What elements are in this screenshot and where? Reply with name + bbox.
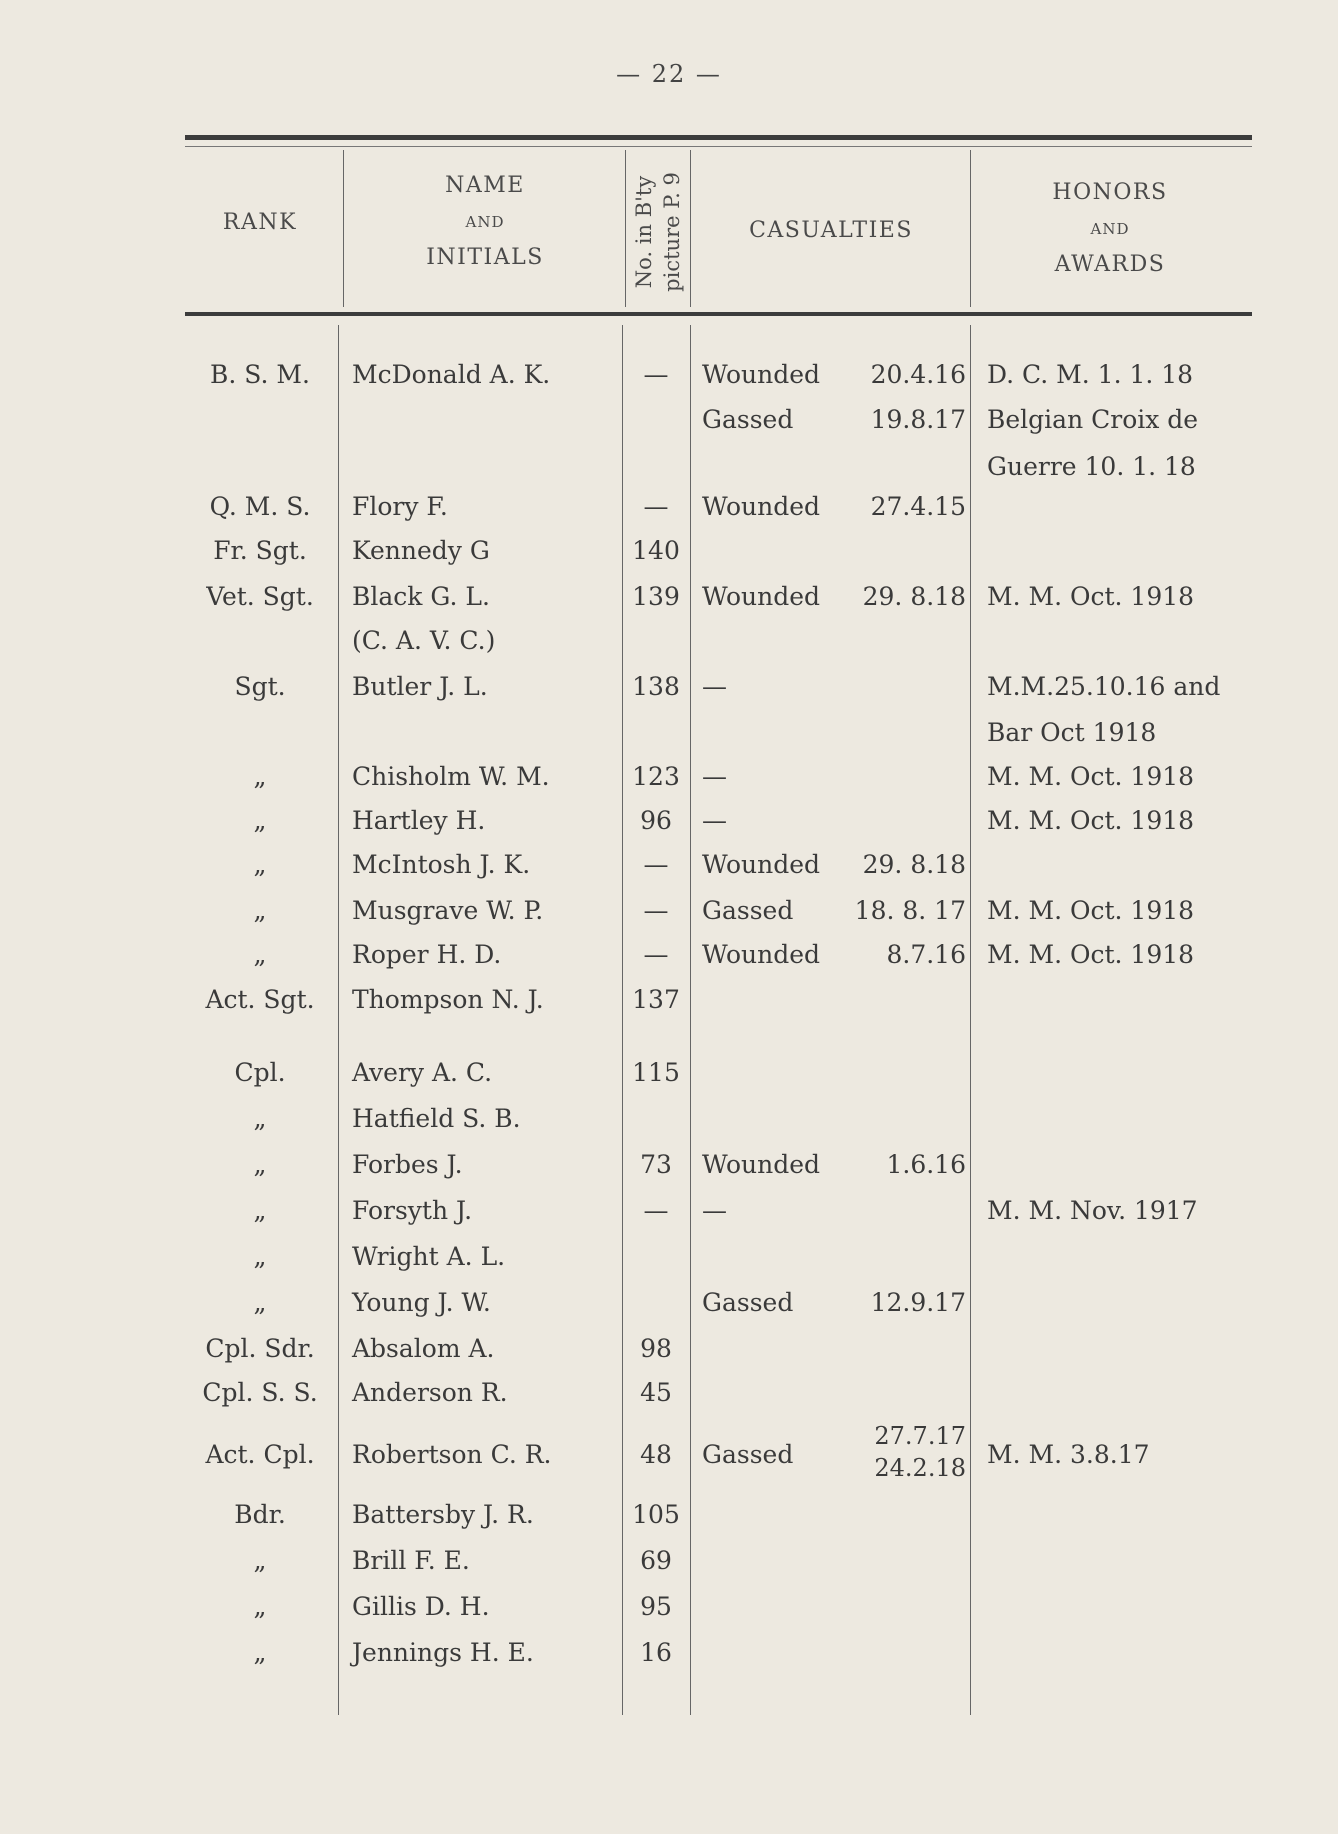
row-22-name: Absalom A. [352, 1334, 495, 1363]
row-21-name: Young J. W. [352, 1288, 491, 1317]
column-rule [622, 325, 623, 1715]
row-2-cas: Gassed [702, 405, 794, 434]
row-1-hon: D. C. M. 1. 1. 18 [987, 360, 1194, 389]
row-10-hon: M. M. Oct. 1918 [987, 762, 1195, 791]
header-rank: RANK [222, 210, 298, 235]
row-7-name: (C. A. V. C.) [352, 626, 496, 655]
column-rule [625, 150, 626, 307]
row-12-num: — [643, 850, 669, 879]
row-20-rank: „ [253, 1242, 267, 1271]
top-rule [185, 135, 1252, 140]
row-27-num: 95 [640, 1592, 672, 1621]
row-13-num: — [643, 896, 669, 925]
row-18-num: 73 [640, 1150, 672, 1179]
header-name: NAME AND INITIALS [426, 173, 544, 270]
row-11-rank: „ [253, 806, 267, 835]
row-24-name: Robertson C. R. [352, 1440, 552, 1469]
row-19-rank: „ [253, 1196, 267, 1225]
row-8-cas: — [702, 672, 727, 701]
row-8-hon: M.M.25.10.16 and [987, 672, 1221, 701]
row-4-cas-date: 27.4.15 [870, 492, 966, 521]
row-10-cas: — [702, 762, 727, 791]
row-13-name: Musgrave W. P. [352, 896, 544, 925]
row-15-rank: Act. Sgt. [205, 985, 315, 1014]
row-19-num: — [643, 1196, 669, 1225]
row-13-hon: M. M. Oct. 1918 [987, 896, 1195, 925]
row-24-rank: Act. Cpl. [205, 1440, 315, 1469]
row-11-name: Hartley H. [352, 806, 486, 835]
row-12-cas-date: 29. 8.18 [862, 850, 966, 879]
row-1-num: — [643, 360, 669, 389]
header-number: No. in B'ty picture P. 9 [632, 172, 684, 292]
row-8-rank: Sgt. [234, 672, 286, 701]
casualty-date: 27.7.17 [874, 1422, 966, 1450]
page-number: — 22 — [616, 60, 722, 88]
row-25-rank: Bdr. [234, 1500, 286, 1529]
row-17-name: Hatfield S. B. [352, 1104, 521, 1133]
row-18-cas-date: 1.6.16 [886, 1150, 966, 1179]
row-2-hon: Belgian Croix de [987, 405, 1199, 434]
row-16-rank: Cpl. [234, 1058, 286, 1087]
header-rule [185, 312, 1252, 316]
row-26-num: 69 [640, 1546, 672, 1575]
row-6-hon: M. M. Oct. 1918 [987, 582, 1195, 611]
row-14-rank: „ [253, 940, 267, 969]
row-21-cas-date: 12.9.17 [870, 1288, 966, 1317]
row-10-num: 123 [632, 762, 680, 791]
row-4-num: — [643, 492, 669, 521]
row-18-rank: „ [253, 1150, 267, 1179]
row-28-num: 16 [640, 1638, 672, 1667]
column-rule [970, 150, 971, 307]
column-rule [690, 325, 691, 1715]
row-22-rank: Cpl. Sdr. [205, 1334, 315, 1363]
row-28-rank: „ [253, 1638, 267, 1667]
row-20-name: Wright A. L. [352, 1242, 506, 1271]
row-13-cas: Gassed [702, 896, 794, 925]
row-18-cas: Wounded [702, 1150, 821, 1179]
row-12-cas: Wounded [702, 850, 821, 879]
row-26-name: Brill F. E. [352, 1546, 470, 1575]
row-24-hon: M. M. 3.8.17 [987, 1440, 1150, 1469]
row-17-rank: „ [253, 1104, 267, 1133]
row-23-num: 45 [640, 1378, 672, 1407]
row-18-name: Forbes J. [352, 1150, 463, 1179]
row-16-name: Avery A. C. [352, 1058, 493, 1087]
row-25-num: 105 [632, 1500, 680, 1529]
row-23-name: Anderson R. [352, 1378, 508, 1407]
row-5-rank: Fr. Sgt. [213, 536, 307, 565]
row-11-hon: M. M. Oct. 1918 [987, 806, 1195, 835]
row-14-name: Roper H. D. [352, 940, 502, 969]
row-3-hon: Guerre 10. 1. 18 [987, 452, 1196, 481]
row-1-rank: B. S. M. [210, 360, 310, 389]
row-4-rank: Q. M. S. [209, 492, 311, 521]
row-14-hon: M. M. Oct. 1918 [987, 940, 1195, 969]
row-14-num: — [643, 940, 669, 969]
row-24-cas: Gassed [702, 1440, 794, 1469]
row-14-cas: Wounded [702, 940, 821, 969]
header-honors: HONORS AND AWARDS [1052, 180, 1168, 277]
row-5-name: Kennedy G [352, 536, 490, 565]
row-19-cas: — [702, 1196, 727, 1225]
row-10-name: Chisholm W. M. [352, 762, 550, 791]
row-26-rank: „ [253, 1546, 267, 1575]
row-6-cas-date: 29. 8.18 [862, 582, 966, 611]
row-28-name: Jennings H. E. [352, 1638, 534, 1667]
row-9-hon: Bar Oct 1918 [987, 718, 1157, 747]
column-rule [970, 325, 971, 1715]
row-6-cas: Wounded [702, 582, 821, 611]
row-24-cas-dates [838, 1420, 966, 1484]
row-1-name: McDonald A. K. [352, 360, 551, 389]
top-thin-rule [185, 146, 1252, 147]
row-1-cas: Wounded [702, 360, 821, 389]
row-19-name: Forsyth J. [352, 1196, 473, 1225]
row-24-num: 48 [640, 1440, 672, 1469]
row-21-rank: „ [253, 1288, 267, 1317]
row-8-name: Butler J. L. [352, 672, 488, 701]
casualty-date: 24.2.18 [874, 1454, 966, 1482]
row-2-cas-date: 19.8.17 [870, 405, 966, 434]
row-27-name: Gillis D. H. [352, 1592, 490, 1621]
row-4-name: Flory F. [352, 492, 448, 521]
row-13-rank: „ [253, 896, 267, 925]
row-6-num: 139 [632, 582, 680, 611]
column-rule [343, 150, 344, 307]
row-8-num: 138 [632, 672, 680, 701]
row-11-cas: — [702, 806, 727, 835]
row-23-rank: Cpl. S. S. [202, 1378, 318, 1407]
row-13-cas-date: 18. 8. 17 [854, 896, 966, 925]
header-casualties: CASUALTIES [749, 218, 913, 243]
row-16-num: 115 [632, 1058, 680, 1087]
row-4-cas: Wounded [702, 492, 821, 521]
column-rule [690, 150, 691, 307]
row-25-name: Battersby J. R. [352, 1500, 534, 1529]
row-12-rank: „ [253, 850, 267, 879]
row-5-num: 140 [632, 536, 680, 565]
row-15-name: Thompson N. J. [352, 985, 544, 1014]
row-1-cas-date: 20.4.16 [870, 360, 966, 389]
row-22-num: 98 [640, 1334, 672, 1363]
row-19-hon: M. M. Nov. 1917 [987, 1196, 1198, 1225]
row-14-cas-date: 8.7.16 [886, 940, 966, 969]
row-15-num: 137 [632, 985, 680, 1014]
row-10-rank: „ [253, 762, 267, 791]
row-6-name: Black G. L. [352, 582, 490, 611]
row-21-cas: Gassed [702, 1288, 794, 1317]
row-12-name: McIntosh J. K. [352, 850, 531, 879]
column-rule [338, 325, 339, 1715]
row-11-num: 96 [640, 806, 672, 835]
row-6-rank: Vet. Sgt. [206, 582, 314, 611]
row-27-rank: „ [253, 1592, 267, 1621]
